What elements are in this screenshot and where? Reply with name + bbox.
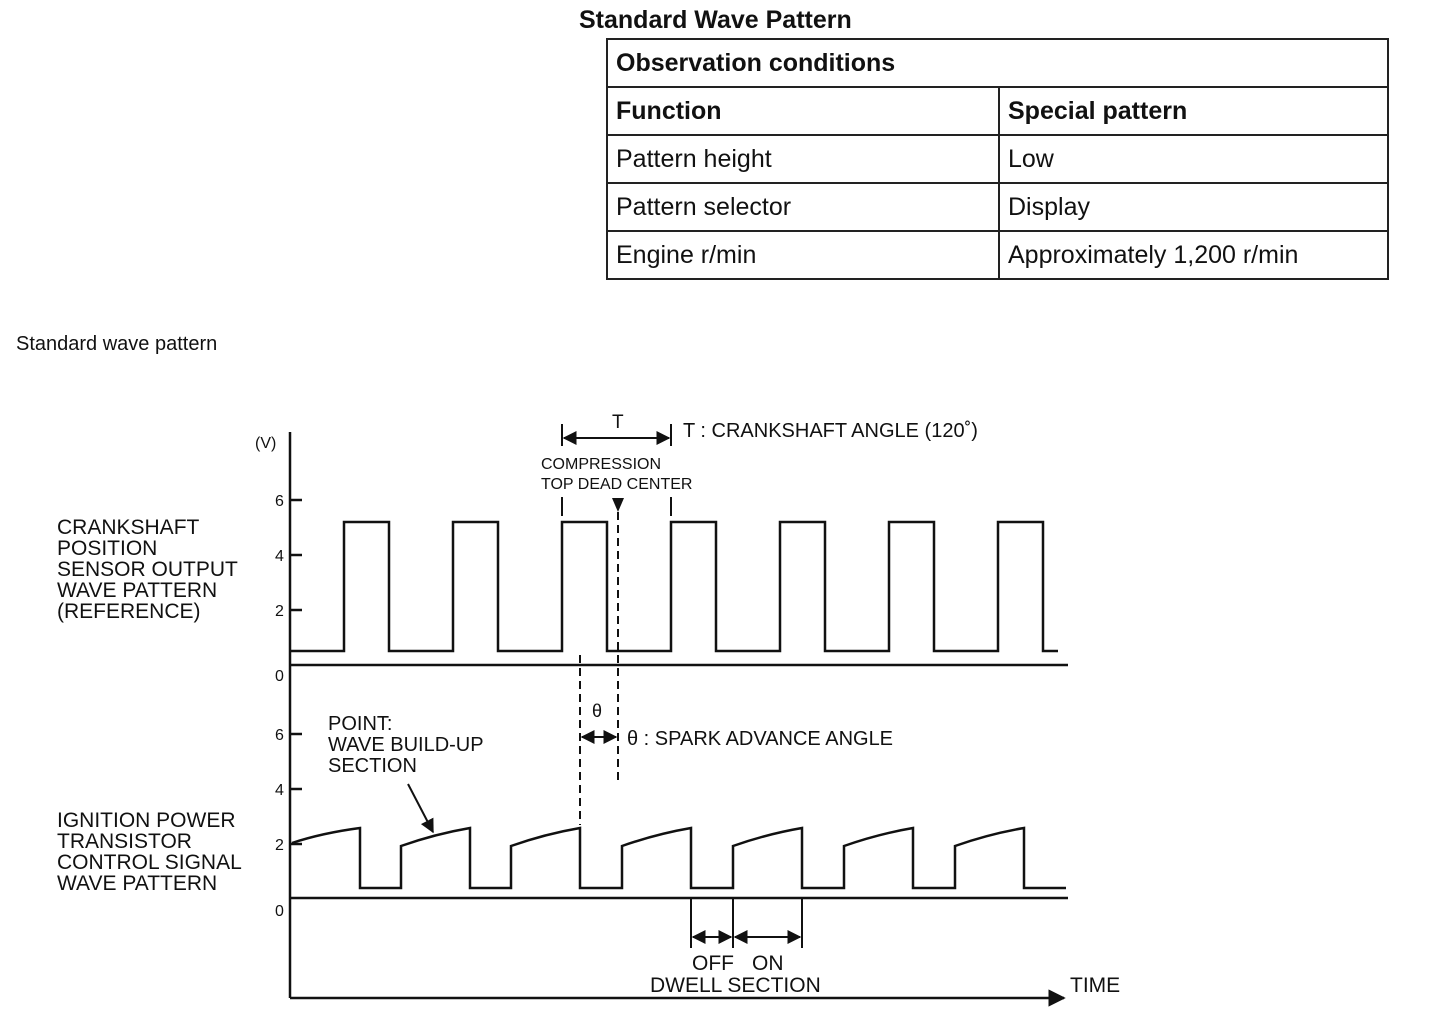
diagram-subtitle: Standard wave pattern (16, 333, 218, 355)
page-title: Standard Wave Pattern (579, 6, 852, 34)
tick-label: 6 (275, 493, 284, 510)
tick-label: 2 (275, 837, 284, 854)
time-axis-label: TIME (1070, 974, 1121, 997)
table-cell: Pattern selector (607, 183, 999, 231)
off-label: OFF (692, 952, 734, 975)
t-symbol: T (612, 412, 624, 433)
tdc-marker-icon (612, 498, 624, 512)
tick-label: 2 (275, 603, 284, 620)
compression-label: COMPRESSION (541, 456, 662, 473)
table-cell: Engine r/min (607, 231, 999, 279)
ignition-label-line: TRANSISTOR (57, 830, 192, 853)
point-label-line: SECTION (328, 755, 417, 777)
diagram-axes (290, 432, 1068, 998)
tick-label: 6 (275, 727, 284, 744)
point-label-line: POINT: (328, 713, 393, 735)
top-dead-center-label: TOP DEAD CENTER (541, 476, 693, 493)
tick-label: 4 (275, 782, 284, 799)
crank-label-line: POSITION (57, 537, 158, 560)
crankshaft-wave-trace (290, 522, 1058, 651)
ignition-label-line: CONTROL SIGNAL (57, 851, 242, 874)
t-note: T : CRANKSHAFT ANGLE (120˚) (683, 420, 978, 442)
crank-label-line: (REFERENCE) (57, 600, 201, 623)
dwell-label: DWELL SECTION (650, 974, 821, 997)
y-unit-label: (V) (255, 435, 277, 452)
theta-note: θ : SPARK ADVANCE ANGLE (627, 728, 894, 750)
crank-label-line: CRANKSHAFT (57, 516, 200, 539)
column-header-special-pattern: Special pattern (999, 87, 1388, 135)
on-label: ON (752, 952, 784, 975)
table-cell: Display (999, 183, 1388, 231)
crank-label-line: WAVE PATTERN (57, 579, 218, 602)
crank-label-line: SENSOR OUTPUT (57, 558, 238, 581)
ignition-wave-trace (292, 828, 1066, 888)
ignition-label-line: IGNITION POWER (57, 809, 236, 832)
spark-advance-dashes (580, 512, 618, 825)
table-cell: Low (999, 135, 1388, 183)
ignition-label-line: WAVE PATTERN (57, 872, 218, 895)
column-header-function: Function (607, 87, 999, 135)
dwell-dimension (691, 898, 802, 948)
tick-label: 4 (275, 548, 284, 565)
theta-symbol: θ (592, 701, 603, 721)
table-header: Observation conditions (607, 39, 1388, 87)
point-leader-arrow (408, 784, 433, 832)
tick-label: 0 (275, 903, 284, 920)
table-cell: Approximately 1,200 r/min (999, 231, 1388, 279)
point-label-line: WAVE BUILD-UP (328, 734, 484, 756)
table-cell: Pattern height (607, 135, 999, 183)
tick-label: 0 (275, 668, 284, 685)
